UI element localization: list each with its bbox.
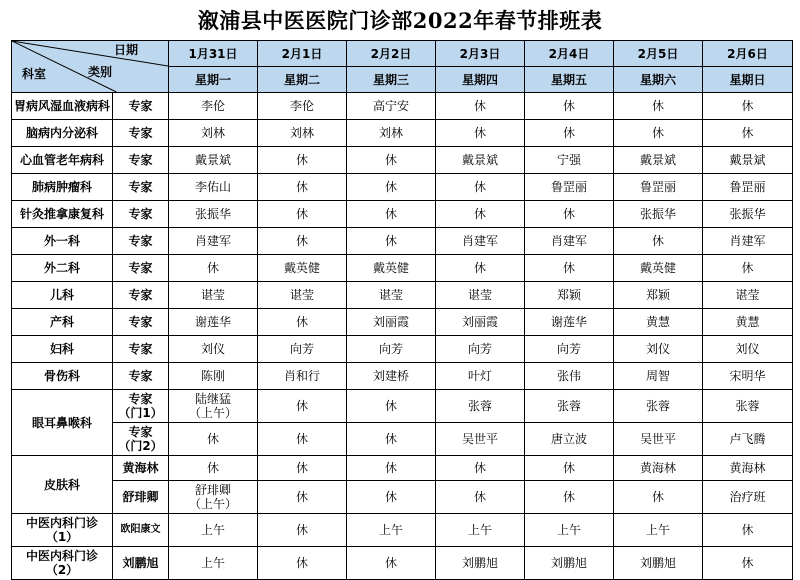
type-cell	[113, 423, 169, 456]
schedule-cell: 黄慧	[614, 309, 703, 336]
schedule-cell: 休	[525, 120, 614, 147]
schedule-cell: 治疗班	[703, 481, 793, 514]
table-row	[12, 336, 793, 363]
schedule-cell: 刘仪	[169, 336, 258, 363]
dept-line: （1）	[45, 530, 79, 544]
schedule-cell: 刘丽霞	[347, 309, 436, 336]
weekday-header: 星期一	[169, 67, 258, 93]
header-date-label: 日期	[113, 43, 138, 57]
cell-note: （上午）	[188, 406, 237, 420]
schedule-cell: 休	[703, 547, 793, 580]
schedule-cell: 黄慧	[703, 309, 793, 336]
type-cell: 专家	[113, 201, 169, 228]
dept-cell: 心血管老年病科	[12, 147, 113, 174]
schedule-cell: 休	[525, 481, 614, 514]
date-header: 2月3日	[436, 41, 525, 67]
schedule-cell: 陈刚	[169, 363, 258, 390]
schedule-cell: 上午	[525, 514, 614, 547]
schedule-cell: 上午	[347, 514, 436, 547]
page-title: 溆浦县中医医院门诊部2022年春节排班表	[197, 8, 603, 33]
cell-name: 陆继猛	[194, 392, 231, 406]
schedule-cell: 上午	[169, 547, 258, 580]
schedule-cell	[169, 390, 258, 423]
type-line: 专家	[128, 392, 153, 406]
schedule-cell: 戴景斌	[614, 147, 703, 174]
schedule-cell: 休	[703, 514, 793, 547]
schedule-cell: 谢莲华	[169, 309, 258, 336]
schedule-cell: 休	[436, 456, 525, 481]
weekday-header: 星期五	[525, 67, 614, 93]
schedule-cell: 休	[258, 547, 347, 580]
schedule-cell: 休	[347, 390, 436, 423]
type-cell: 黄海林	[113, 456, 169, 481]
type-cell: 欧阳康文	[113, 514, 169, 547]
dept-cell: 儿科	[12, 282, 113, 309]
schedule-cell: 肖建军	[436, 228, 525, 255]
table-row	[12, 174, 793, 201]
schedule-cell: 休	[614, 481, 703, 514]
schedule-cell: 谌莹	[169, 282, 258, 309]
dept-cell: 皮肤科	[12, 456, 113, 514]
schedule-cell: 上午	[436, 514, 525, 547]
schedule-cell: 休	[258, 147, 347, 174]
schedule-cell: 刘仪	[614, 336, 703, 363]
schedule-cell: 休	[436, 201, 525, 228]
type-cell: 刘鹏旭	[113, 547, 169, 580]
schedule-cell: 休	[614, 228, 703, 255]
schedule-cell: 刘林	[347, 120, 436, 147]
weekday-header: 星期三	[347, 67, 436, 93]
schedule-cell	[169, 481, 258, 514]
schedule-cell: 休	[258, 423, 347, 456]
table-row	[12, 514, 793, 547]
schedule-cell: 张蓉	[525, 390, 614, 423]
schedule-cell: 休	[347, 423, 436, 456]
dept-cell: 外二科	[12, 255, 113, 282]
schedule-cell: 休	[436, 120, 525, 147]
schedule-cell: 谌莹	[258, 282, 347, 309]
date-header: 2月5日	[614, 41, 703, 67]
schedule-cell: 刘林	[169, 120, 258, 147]
schedule-cell: 谌莹	[703, 282, 793, 309]
weekday-header: 星期六	[614, 67, 703, 93]
weekday-header: 星期四	[436, 67, 525, 93]
schedule-cell: 张振华	[169, 201, 258, 228]
schedule-cell: 刘建桥	[347, 363, 436, 390]
schedule-cell: 李伦	[258, 93, 347, 120]
type-line: （门1）	[118, 406, 163, 420]
schedule-cell: 休	[436, 255, 525, 282]
table-row	[12, 93, 793, 120]
date-header: 1月31日	[169, 41, 258, 67]
header-dept-label: 科室	[22, 67, 47, 81]
type-cell: 专家	[113, 120, 169, 147]
table-row	[12, 120, 793, 147]
schedule-cell: 张蓉	[436, 390, 525, 423]
schedule-cell: 休	[258, 514, 347, 547]
type-cell: 专家	[113, 363, 169, 390]
schedule-cell: 休	[347, 228, 436, 255]
dept-cell	[12, 514, 113, 547]
schedule-cell: 休	[258, 309, 347, 336]
schedule-cell: 休	[258, 174, 347, 201]
type-cell: 专家	[113, 282, 169, 309]
schedule-cell: 向芳	[258, 336, 347, 363]
schedule-cell: 肖建军	[169, 228, 258, 255]
schedule-cell: 唐立波	[525, 423, 614, 456]
date-header: 2月6日	[703, 41, 793, 67]
weekday-header: 星期二	[258, 67, 347, 93]
schedule-cell: 休	[258, 481, 347, 514]
schedule-cell: 李伦	[169, 93, 258, 120]
schedule-cell: 高宁安	[347, 93, 436, 120]
schedule-cell: 刘丽霞	[436, 309, 525, 336]
schedule-cell: 休	[703, 93, 793, 120]
schedule-cell: 叶灯	[436, 363, 525, 390]
schedule-cell: 肖和行	[258, 363, 347, 390]
schedule-cell: 戴英健	[614, 255, 703, 282]
schedule-cell: 向芳	[436, 336, 525, 363]
schedule-cell: 休	[347, 174, 436, 201]
schedule-cell: 张蓉	[703, 390, 793, 423]
schedule-cell: 戴景斌	[169, 147, 258, 174]
date-header: 2月4日	[525, 41, 614, 67]
table-row	[12, 456, 793, 481]
schedule-cell: 宁强	[525, 147, 614, 174]
schedule-cell: 休	[436, 93, 525, 120]
schedule-cell: 休	[436, 481, 525, 514]
table-row	[12, 228, 793, 255]
schedule-cell: 休	[525, 456, 614, 481]
schedule-cell: 戴景斌	[436, 147, 525, 174]
dept-cell: 产科	[12, 309, 113, 336]
schedule-cell: 休	[347, 456, 436, 481]
schedule-table	[11, 40, 793, 580]
table-row	[12, 363, 793, 390]
schedule-cell: 刘林	[258, 120, 347, 147]
date-header: 2月2日	[347, 41, 436, 67]
schedule-cell: 向芳	[347, 336, 436, 363]
schedule-cell: 刘仪	[703, 336, 793, 363]
dept-line: 中医内科门诊	[25, 549, 98, 563]
schedule-cell: 休	[347, 547, 436, 580]
schedule-cell: 黄海林	[614, 456, 703, 481]
header-corner	[12, 41, 169, 93]
type-cell	[113, 390, 169, 423]
type-cell: 专家	[113, 174, 169, 201]
schedule-cell: 休	[169, 423, 258, 456]
header-type-label: 类别	[88, 65, 113, 79]
dept-cell: 骨伤科	[12, 363, 113, 390]
schedule-cell: 休	[436, 174, 525, 201]
schedule-cell: 休	[258, 228, 347, 255]
type-cell: 专家	[113, 309, 169, 336]
schedule-cell: 张振华	[614, 201, 703, 228]
table-row	[12, 390, 793, 423]
dept-cell: 肺病肿瘤科	[12, 174, 113, 201]
schedule-cell: 休	[525, 93, 614, 120]
dept-cell	[12, 547, 113, 580]
schedule-cell: 休	[169, 255, 258, 282]
type-line: 专家	[128, 425, 153, 439]
schedule-cell: 张蓉	[614, 390, 703, 423]
table-row	[12, 423, 793, 456]
schedule-cell: 谢莲华	[525, 309, 614, 336]
date-header: 2月1日	[258, 41, 347, 67]
type-cell: 专家	[113, 336, 169, 363]
schedule-cell: 休	[347, 147, 436, 174]
schedule-cell: 李佑山	[169, 174, 258, 201]
schedule-cell: 黄海林	[703, 456, 793, 481]
type-cell: 专家	[113, 228, 169, 255]
schedule-cell: 刘鹏旭	[525, 547, 614, 580]
schedule-cell: 卢飞腾	[703, 423, 793, 456]
schedule-cell: 谌莹	[436, 282, 525, 309]
schedule-cell: 上午	[169, 514, 258, 547]
schedule-cell: 郑颖	[614, 282, 703, 309]
schedule-cell: 周智	[614, 363, 703, 390]
schedule-cell: 刘鹏旭	[436, 547, 525, 580]
dept-cell: 外一科	[12, 228, 113, 255]
type-cell: 专家	[113, 147, 169, 174]
table-row	[12, 282, 793, 309]
cell-name: 舒琲卿	[194, 483, 231, 497]
type-cell: 舒琲卿	[113, 481, 169, 514]
table-row	[12, 481, 793, 514]
weekday-header: 星期日	[703, 67, 793, 93]
table-row	[12, 309, 793, 336]
dept-cell: 胃病风湿血液病科	[12, 93, 113, 120]
schedule-cell: 鲁罡丽	[525, 174, 614, 201]
table-row	[12, 547, 793, 580]
dept-cell: 妇科	[12, 336, 113, 363]
dept-cell: 针灸推拿康复科	[12, 201, 113, 228]
schedule-cell: 戴英健	[347, 255, 436, 282]
schedule-cell: 休	[258, 201, 347, 228]
schedule-cell: 休	[258, 390, 347, 423]
schedule-cell: 上午	[614, 514, 703, 547]
table-row	[12, 255, 793, 282]
dept-line: （2）	[45, 563, 79, 577]
schedule-cell: 郑颖	[525, 282, 614, 309]
schedule-cell: 向芳	[525, 336, 614, 363]
schedule-cell: 休	[525, 201, 614, 228]
schedule-cell: 谌莹	[347, 282, 436, 309]
schedule-cell: 宋明华	[703, 363, 793, 390]
schedule-cell: 刘鹏旭	[614, 547, 703, 580]
dept-cell: 脑病内分泌科	[12, 120, 113, 147]
dept-line: 中医内科门诊	[25, 516, 98, 530]
schedule-cell: 休	[614, 93, 703, 120]
schedule-cell: 休	[525, 255, 614, 282]
schedule-cell: 戴景斌	[703, 147, 793, 174]
schedule-cell: 吴世平	[436, 423, 525, 456]
schedule-cell: 张伟	[525, 363, 614, 390]
schedule-cell: 肖建军	[703, 228, 793, 255]
schedule-cell: 休	[347, 481, 436, 514]
cell-note: （上午）	[188, 497, 237, 511]
type-cell: 专家	[113, 93, 169, 120]
schedule-cell: 休	[347, 201, 436, 228]
schedule-cell: 肖建军	[525, 228, 614, 255]
type-cell: 专家	[113, 255, 169, 282]
header-row-dates	[12, 41, 793, 67]
dept-cell: 眼耳鼻喉科	[12, 390, 113, 456]
table-row	[12, 201, 793, 228]
schedule-cell: 休	[258, 456, 347, 481]
schedule-cell: 休	[169, 456, 258, 481]
schedule-cell: 吴世平	[614, 423, 703, 456]
schedule-cell: 休	[703, 255, 793, 282]
table-row	[12, 147, 793, 174]
schedule-cell: 张振华	[703, 201, 793, 228]
schedule-cell: 鲁罡丽	[703, 174, 793, 201]
schedule-cell: 休	[614, 120, 703, 147]
schedule-cell: 戴英健	[258, 255, 347, 282]
type-line: （门2）	[118, 439, 163, 453]
schedule-cell: 鲁罡丽	[614, 174, 703, 201]
schedule-cell: 休	[703, 120, 793, 147]
